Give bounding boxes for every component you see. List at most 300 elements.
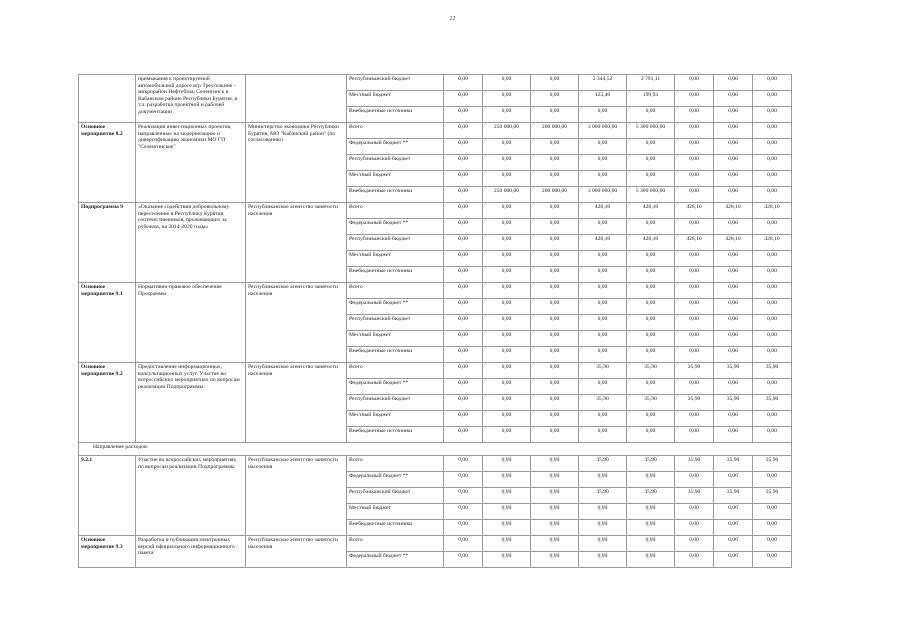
amount-cell: 0,00: [483, 411, 531, 427]
amount-cell: 0,00: [483, 379, 531, 395]
measure-name: Участие во всероссийских мероприятиях по вопросам реализации Подпрограммы: [136, 456, 246, 536]
amount-cell: 0,00: [483, 107, 531, 123]
amount-cell: 0,00: [753, 171, 792, 187]
amount-cell: 35,90: [714, 456, 753, 472]
funding-source: Внебюджетные источники: [347, 107, 444, 123]
amount-cell: 0,00: [714, 347, 753, 363]
amount-cell: 0,00: [579, 171, 627, 187]
amount-cell: 0,00: [531, 219, 579, 235]
responsible-executor: Республиканское агентство занятости населения: [246, 456, 347, 536]
funding-source: Местный бюджет: [347, 251, 444, 267]
amount-cell: 0,00: [714, 267, 753, 283]
responsible-executor: Республиканское агентство занятости населения: [246, 536, 347, 568]
amount-cell: 428,10: [714, 203, 753, 219]
amount-cell: 0,00: [444, 299, 483, 315]
amount-cell: 0,00: [444, 456, 483, 472]
amount-cell: 3 000 000,00: [579, 187, 627, 203]
amount-cell: 428,10: [579, 235, 627, 251]
amount-cell: 0,00: [627, 155, 675, 171]
amount-cell: 0,00: [753, 219, 792, 235]
amount-cell: 0,00: [714, 75, 753, 91]
amount-cell: 0,00: [753, 75, 792, 91]
table-row: [79, 456, 792, 472]
measure-name: примыкания к проектируемой автомобильной дороге м/р Треугольник - микрорайон Нефтебаза, Селенгинск в Кабанском районе Республики Бурятия, в т.ч. разработка проектной и рабочей документации: [136, 75, 246, 123]
amount-cell: 200 000,00: [531, 123, 579, 139]
amount-cell: 0,00: [579, 155, 627, 171]
amount-cell: 0,00: [531, 456, 579, 472]
amount-cell: 428,10: [753, 203, 792, 219]
funding-source: Республиканский бюджет: [347, 235, 444, 251]
measure-name: Предоставление информационных, консультационных услуг. Участие во всероссийских мероприятиях по вопросам реализации Подпрограммы: [136, 363, 246, 443]
funding-source: Внебюджетные источники: [347, 187, 444, 203]
amount-cell: 0,00: [531, 536, 579, 552]
amount-cell: 0,00: [483, 347, 531, 363]
amount-cell: 0,00: [579, 251, 627, 267]
amount-cell: 0,00: [531, 363, 579, 379]
measure-code: 9.2.1: [79, 456, 136, 536]
amount-cell: 0,00: [483, 363, 531, 379]
amount-cell: 35,90: [579, 395, 627, 411]
amount-cell: 0,00: [714, 283, 753, 299]
amount-cell: 0,00: [444, 235, 483, 251]
measure-code: Основное мероприятие 9.1: [79, 283, 136, 363]
amount-cell: 428,10: [579, 203, 627, 219]
amount-cell: 0,00: [579, 347, 627, 363]
responsible-executor: Республиканское агентство занятости населения: [246, 203, 347, 283]
funding-source: Местный бюджет: [347, 411, 444, 427]
amount-cell: 0,00: [579, 283, 627, 299]
amount-cell: 35,90: [627, 488, 675, 504]
amount-cell: 35,90: [714, 363, 753, 379]
amount-cell: 0,00: [444, 155, 483, 171]
amount-cell: 35,90: [753, 395, 792, 411]
amount-cell: 0,00: [531, 299, 579, 315]
amount-cell: 0,00: [483, 251, 531, 267]
amount-cell: 0,00: [627, 427, 675, 443]
amount-cell: 0,00: [531, 171, 579, 187]
amount-cell: 0,00: [483, 315, 531, 331]
amount-cell: 0,00: [483, 552, 531, 568]
amount-cell: 0,00: [444, 363, 483, 379]
amount-cell: 0,00: [627, 411, 675, 427]
amount-cell: 0,00: [714, 91, 753, 107]
amount-cell: 0,00: [444, 219, 483, 235]
amount-cell: 0,00: [444, 472, 483, 488]
amount-cell: 0,00: [579, 552, 627, 568]
amount-cell: 0,00: [579, 331, 627, 347]
amount-cell: 0,00: [675, 379, 714, 395]
amount-cell: 3 000 000,00: [579, 123, 627, 139]
funding-source: Местный бюджет: [347, 331, 444, 347]
amount-cell: 0,00: [444, 536, 483, 552]
amount-cell: 0,00: [444, 488, 483, 504]
amount-cell: 0,00: [753, 315, 792, 331]
amount-cell: 0,00: [627, 139, 675, 155]
amount-cell: 0,00: [531, 267, 579, 283]
amount-cell: 0,00: [444, 91, 483, 107]
table-row: [79, 363, 792, 379]
amount-cell: 0,00: [444, 427, 483, 443]
amount-cell: 0,00: [579, 267, 627, 283]
amount-cell: 0,00: [714, 552, 753, 568]
amount-cell: 0,00: [444, 411, 483, 427]
section-row: [79, 443, 792, 456]
amount-cell: 0,00: [753, 347, 792, 363]
amount-cell: 0,00: [627, 251, 675, 267]
amount-cell: 0,00: [714, 411, 753, 427]
amount-cell: 0,00: [444, 315, 483, 331]
page-number: 22: [449, 16, 456, 22]
amount-cell: 0,00: [444, 520, 483, 536]
amount-cell: 0,00: [675, 267, 714, 283]
amount-cell: 0,00: [579, 504, 627, 520]
amount-cell: 0,00: [483, 283, 531, 299]
amount-cell: 0,00: [531, 155, 579, 171]
table-row: [79, 536, 792, 552]
amount-cell: 0,00: [675, 331, 714, 347]
amount-cell: 0,00: [675, 411, 714, 427]
amount-cell: 0,00: [483, 139, 531, 155]
amount-cell: 0,00: [627, 219, 675, 235]
amount-cell: 0,00: [579, 411, 627, 427]
amount-cell: 428,10: [753, 235, 792, 251]
amount-cell: 0,00: [714, 472, 753, 488]
table-row: [79, 203, 792, 219]
amount-cell: 0,00: [444, 395, 483, 411]
amount-cell: 0,00: [675, 299, 714, 315]
amount-cell: 35,90: [627, 456, 675, 472]
amount-cell: 0,00: [627, 520, 675, 536]
amount-cell: 0,00: [531, 283, 579, 299]
amount-cell: 35,90: [675, 488, 714, 504]
amount-cell: 0,00: [531, 427, 579, 443]
section-label: Направление расходов:: [79, 443, 792, 456]
amount-cell: 199,93: [627, 91, 675, 107]
amount-cell: 0,00: [483, 219, 531, 235]
measure-name: Нормативно-правовое обеспечение Программы: [136, 283, 246, 363]
amount-cell: 0,00: [714, 155, 753, 171]
amount-cell: 0,00: [627, 299, 675, 315]
amount-cell: 0,00: [714, 504, 753, 520]
amount-cell: 0,00: [444, 107, 483, 123]
funding-source: Местный бюджет: [347, 504, 444, 520]
amount-cell: 0,00: [627, 347, 675, 363]
amount-cell: 0,00: [753, 187, 792, 203]
amount-cell: 0,00: [444, 504, 483, 520]
amount-cell: 35,90: [714, 395, 753, 411]
amount-cell: 0,00: [531, 331, 579, 347]
measure-name: Разработка и публикация электронных версий официального информационного пакета: [136, 536, 246, 568]
amount-cell: 428,10: [675, 203, 714, 219]
measure-name: «Оказание содействия добровольному переселению в Республику Бурятия соотечественников, проживающих за рубежом, на 2014-2020 годы»: [136, 203, 246, 283]
amount-cell: 0,00: [714, 379, 753, 395]
amount-cell: 250 000,00: [483, 123, 531, 139]
measure-code: Подпрограмма 9: [79, 203, 136, 283]
amount-cell: 0,00: [444, 75, 483, 91]
amount-cell: 35,90: [753, 488, 792, 504]
amount-cell: 0,00: [531, 139, 579, 155]
amount-cell: 0,00: [753, 91, 792, 107]
amount-cell: 0,00: [714, 331, 753, 347]
funding-source: Республиканский бюджет: [347, 395, 444, 411]
amount-cell: 0,00: [753, 427, 792, 443]
table-row: [79, 283, 792, 299]
amount-cell: 0,00: [753, 552, 792, 568]
amount-cell: 0,00: [753, 520, 792, 536]
amount-cell: 35,90: [675, 456, 714, 472]
budget-table: [78, 74, 792, 568]
amount-cell: 428,10: [714, 235, 753, 251]
amount-cell: 35,90: [675, 395, 714, 411]
amount-cell: 0,00: [627, 331, 675, 347]
amount-cell: 5 300 000,00: [627, 187, 675, 203]
amount-cell: 0,00: [531, 504, 579, 520]
amount-cell: 0,00: [444, 331, 483, 347]
amount-cell: 0,00: [444, 139, 483, 155]
amount-cell: 0,00: [531, 488, 579, 504]
funding-source: Всего: [347, 456, 444, 472]
amount-cell: 0,00: [753, 155, 792, 171]
amount-cell: 0,00: [579, 520, 627, 536]
amount-cell: 0,00: [675, 347, 714, 363]
amount-cell: 0,00: [675, 472, 714, 488]
funding-source: Внебюджетные источники: [347, 267, 444, 283]
measure-code: Основное мероприятие 9.3: [79, 536, 136, 568]
amount-cell: 0,00: [627, 283, 675, 299]
amount-cell: 0,00: [444, 379, 483, 395]
amount-cell: 0,00: [579, 219, 627, 235]
funding-source: Республиканский бюджет: [347, 488, 444, 504]
amount-cell: 0,00: [675, 427, 714, 443]
amount-cell: 0,00: [483, 235, 531, 251]
amount-cell: 0,00: [675, 75, 714, 91]
amount-cell: 0,00: [531, 251, 579, 267]
amount-cell: 5 300 000,00: [627, 123, 675, 139]
amount-cell: 0,00: [753, 139, 792, 155]
funding-source: Федеральный бюджет **: [347, 379, 444, 395]
amount-cell: 0,00: [675, 171, 714, 187]
funding-source: Республиканский бюджет: [347, 155, 444, 171]
amount-cell: 0,00: [627, 504, 675, 520]
amount-cell: 0,00: [444, 203, 483, 219]
funding-source: Местный бюджет: [347, 171, 444, 187]
amount-cell: 0,00: [714, 315, 753, 331]
amount-cell: 35,90: [714, 488, 753, 504]
amount-cell: 428,10: [627, 203, 675, 219]
amount-cell: 0,00: [627, 315, 675, 331]
amount-cell: 2 344,52: [579, 75, 627, 91]
amount-cell: 0,00: [579, 299, 627, 315]
amount-cell: 0,00: [531, 347, 579, 363]
amount-cell: 0,00: [483, 427, 531, 443]
amount-cell: 0,00: [627, 552, 675, 568]
amount-cell: 0,00: [675, 107, 714, 123]
amount-cell: 0,00: [675, 155, 714, 171]
amount-cell: 0,00: [531, 107, 579, 123]
amount-cell: 0,00: [627, 536, 675, 552]
amount-cell: 0,00: [483, 472, 531, 488]
amount-cell: 35,90: [579, 488, 627, 504]
funding-source: Всего: [347, 363, 444, 379]
amount-cell: 250 000,00: [483, 187, 531, 203]
amount-cell: 0,00: [579, 472, 627, 488]
amount-cell: 0,00: [483, 91, 531, 107]
amount-cell: 123,40: [579, 91, 627, 107]
amount-cell: 0,00: [483, 395, 531, 411]
amount-cell: 0,00: [483, 171, 531, 187]
amount-cell: 0,00: [714, 536, 753, 552]
amount-cell: 0,00: [753, 331, 792, 347]
amount-cell: 0,00: [675, 219, 714, 235]
amount-cell: 0,00: [627, 107, 675, 123]
funding-source: Федеральный бюджет **: [347, 472, 444, 488]
amount-cell: 200 000,00: [531, 187, 579, 203]
amount-cell: 0,00: [483, 155, 531, 171]
funding-source: Внебюджетные источники: [347, 427, 444, 443]
table-row: [79, 123, 792, 139]
funding-source: Всего: [347, 283, 444, 299]
budget-table-body: [79, 75, 792, 568]
amount-cell: 428,10: [675, 235, 714, 251]
amount-cell: 0,00: [444, 267, 483, 283]
amount-cell: 0,00: [531, 75, 579, 91]
funding-source: Федеральный бюджет **: [347, 552, 444, 568]
amount-cell: 0,00: [753, 472, 792, 488]
amount-cell: 0,00: [714, 171, 753, 187]
amount-cell: 0,00: [531, 472, 579, 488]
amount-cell: 0,00: [444, 552, 483, 568]
amount-cell: 0,00: [753, 411, 792, 427]
amount-cell: 428,10: [627, 235, 675, 251]
amount-cell: 0,00: [753, 379, 792, 395]
funding-source: Республиканский бюджет: [347, 75, 444, 91]
amount-cell: 35,90: [753, 456, 792, 472]
amount-cell: 0,00: [444, 283, 483, 299]
amount-cell: 0,00: [531, 395, 579, 411]
amount-cell: 0,00: [627, 171, 675, 187]
amount-cell: 2 791,11: [627, 75, 675, 91]
amount-cell: 35,90: [579, 456, 627, 472]
amount-cell: 35,90: [675, 363, 714, 379]
amount-cell: 0,00: [483, 456, 531, 472]
amount-cell: 35,90: [627, 395, 675, 411]
amount-cell: 0,00: [531, 520, 579, 536]
funding-source: Республиканский бюджет: [347, 315, 444, 331]
measure-code: Основное мероприятие 9.2: [79, 363, 136, 443]
amount-cell: 0,00: [753, 107, 792, 123]
amount-cell: 0,00: [531, 235, 579, 251]
amount-cell: 0,00: [714, 299, 753, 315]
amount-cell: 0,00: [579, 427, 627, 443]
amount-cell: 0,00: [483, 520, 531, 536]
amount-cell: 0,00: [675, 283, 714, 299]
responsible-executor: [246, 75, 347, 123]
amount-cell: 0,00: [714, 219, 753, 235]
amount-cell: 0,00: [531, 379, 579, 395]
amount-cell: 0,00: [483, 267, 531, 283]
responsible-executor: Республиканское агентство занятости населения: [246, 283, 347, 363]
amount-cell: 0,00: [483, 203, 531, 219]
amount-cell: 0,00: [753, 251, 792, 267]
amount-cell: 0,00: [579, 107, 627, 123]
amount-cell: 0,00: [675, 91, 714, 107]
measure-name: Реализация инвестиционных проектов, направленных на модернизацию и диверсификацию экономики МО ГП "Селенгинское": [136, 123, 246, 203]
amount-cell: 0,00: [531, 552, 579, 568]
amount-cell: 0,00: [675, 251, 714, 267]
amount-cell: 0,00: [627, 472, 675, 488]
funding-source: Внебюджетные источники: [347, 347, 444, 363]
amount-cell: 0,00: [753, 283, 792, 299]
amount-cell: 0,00: [753, 267, 792, 283]
amount-cell: 0,00: [675, 187, 714, 203]
amount-cell: 0,00: [675, 552, 714, 568]
amount-cell: 0,00: [714, 187, 753, 203]
amount-cell: 0,00: [627, 267, 675, 283]
amount-cell: 0,00: [579, 536, 627, 552]
amount-cell: 0,00: [753, 536, 792, 552]
amount-cell: 0,00: [579, 379, 627, 395]
amount-cell: 0,00: [675, 139, 714, 155]
amount-cell: 35,90: [627, 363, 675, 379]
amount-cell: 0,00: [483, 504, 531, 520]
amount-cell: 0,00: [714, 520, 753, 536]
amount-cell: 0,00: [483, 536, 531, 552]
amount-cell: 0,00: [531, 91, 579, 107]
amount-cell: 0,00: [579, 139, 627, 155]
amount-cell: 0,00: [483, 331, 531, 347]
amount-cell: 0,00: [753, 299, 792, 315]
amount-cell: 0,00: [531, 203, 579, 219]
funding-source: Всего: [347, 123, 444, 139]
amount-cell: 0,00: [675, 504, 714, 520]
amount-cell: 0,00: [483, 488, 531, 504]
amount-cell: 0,00: [675, 123, 714, 139]
amount-cell: 0,00: [714, 139, 753, 155]
funding-source: Всего: [347, 203, 444, 219]
funding-source: Федеральный бюджет **: [347, 139, 444, 155]
amount-cell: 0,00: [483, 299, 531, 315]
measure-code: [79, 75, 136, 123]
amount-cell: 0,00: [444, 187, 483, 203]
amount-cell: 35,90: [753, 363, 792, 379]
funding-source: Местный бюджет: [347, 91, 444, 107]
funding-source: Внебюджетные источники: [347, 520, 444, 536]
amount-cell: 0,00: [714, 123, 753, 139]
amount-cell: 0,00: [753, 123, 792, 139]
amount-cell: 35,90: [579, 363, 627, 379]
amount-cell: 0,00: [444, 123, 483, 139]
amount-cell: 0,00: [531, 315, 579, 331]
amount-cell: 0,00: [444, 171, 483, 187]
amount-cell: 0,00: [627, 379, 675, 395]
amount-cell: 0,00: [675, 536, 714, 552]
amount-cell: 0,00: [753, 504, 792, 520]
funding-source: Федеральный бюджет **: [347, 299, 444, 315]
amount-cell: 0,00: [579, 315, 627, 331]
amount-cell: 0,00: [714, 251, 753, 267]
amount-cell: 0,00: [483, 75, 531, 91]
measure-code: Основное мероприятие 8.2: [79, 123, 136, 203]
amount-cell: 0,00: [675, 520, 714, 536]
responsible-executor: Министерство экономики Республики Бурятия, МО "Кабанский район" (по согласованию): [246, 123, 347, 203]
amount-cell: 0,00: [714, 427, 753, 443]
table-row: [79, 75, 792, 91]
amount-cell: 0,00: [531, 411, 579, 427]
responsible-executor: Республиканское агентство занятости населения: [246, 363, 347, 443]
amount-cell: 0,00: [444, 251, 483, 267]
amount-cell: 0,00: [714, 107, 753, 123]
amount-cell: 0,00: [444, 347, 483, 363]
